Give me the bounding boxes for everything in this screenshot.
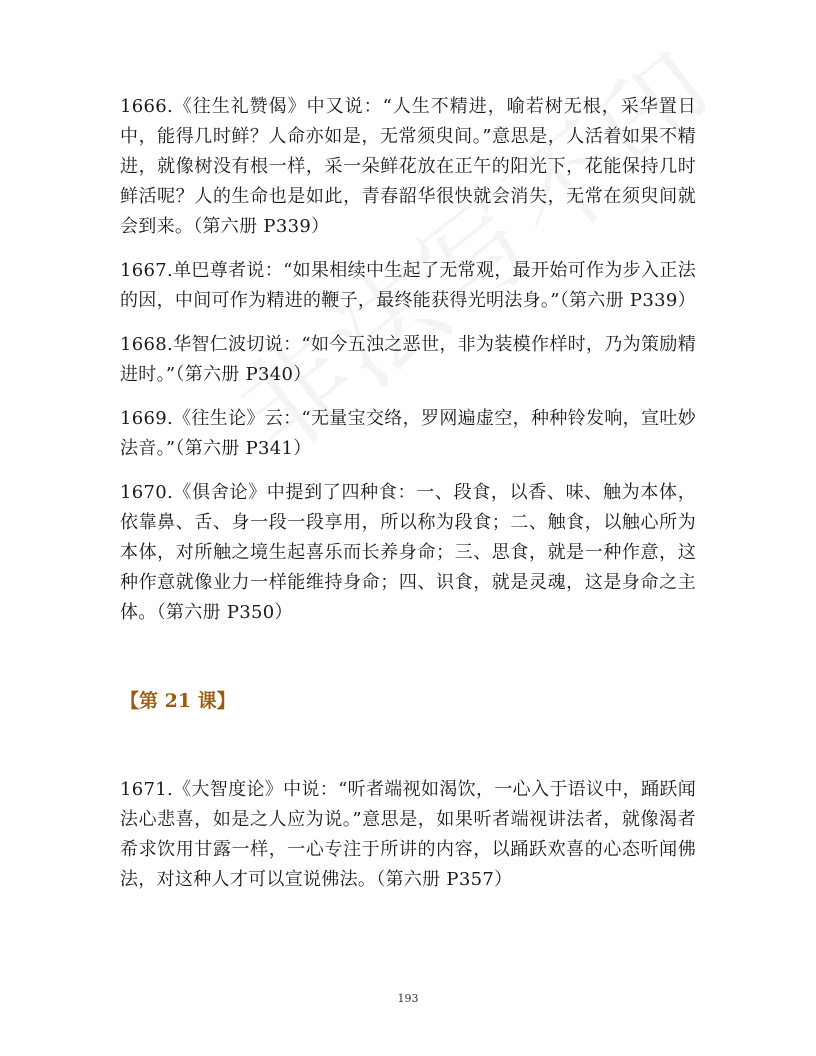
chapter-heading: 【第 21 课】 bbox=[120, 690, 236, 712]
paragraph-1668: 1668.华智仁波切说：“如今五浊之恶世，非为装模作样时，乃为策励精进时。”（第六册 P340） bbox=[120, 334, 696, 385]
paragraph-1667: 1667.单巴尊者说：“如果相续中生起了无常观，最开始可作为步入正法的因，中间可作为精进的鞭子，最终能获得光明法身。”（第六册 P339） bbox=[120, 260, 696, 311]
page-number: 193 bbox=[397, 992, 419, 1005]
paragraph-1670: 1670.《俱舍论》中提到了四种食：一、段食，以香、味、触为本体，依靠鼻、舌、身一段一段享用，所以称为段食；二、触食，以触心所为本体，对所触之境生起喜乐而长养身命；三、思食，就是一种作意，这种作意就像业力一样能维持身命；四、识食，就是灵魂，这是身命之主体。（第六册 P350） bbox=[120, 482, 696, 623]
page-content bbox=[120, 92, 696, 909]
paragraph-1671: 1671.《大智度论》中说：“听者端视如渴饮，一心入于语议中，踊跃闻法心悲喜，如是之人应为说。”意思是，如果听者端视讲法者，就像渴者希求饮用甘露一样，一心专注于所讲的内容，以踊跃欢喜的心态听闻佛法，对这种人才可以宣说佛法。（第六册 P357） bbox=[120, 779, 696, 890]
paragraph-1669: 1669.《往生论》云：“无量宝交络，罗网遍虚空，种种铃发响，宣吐妙法音。”（第六册 P341） bbox=[120, 408, 696, 459]
paragraph-1666: 1666.《往生礼赞偈》中又说：“人生不精进，喻若树无根，采华置日中，能得几时鲜？人命亦如是，无常须臾间。”意思是，人活着如果不精进，就像树没有根一样，采一朵鲜花放在正午的阳光下，花能保持几时鲜活呢？人的生命也是如此，青春韶华很快就会消失，无常在须臾间就会到来。（第六册 P339） bbox=[120, 96, 696, 237]
